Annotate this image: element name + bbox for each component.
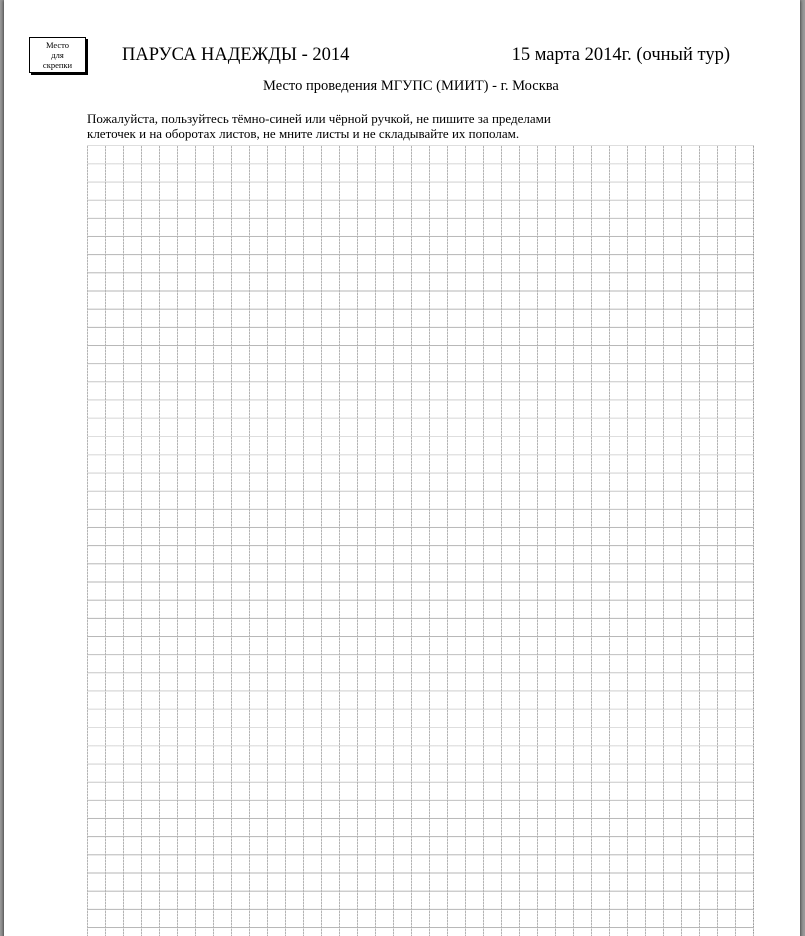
staple-area-label-line1: Место [45, 40, 70, 50]
instructions-text [87, 111, 647, 141]
staple-area-label-line2: для [51, 50, 64, 60]
instructions-line2: клеточек и на оборотах листов, не мните листы и не складывайте их пополам. [87, 126, 520, 141]
venue-line: Место проведения МГУПС (МИИТ) - г. Москва [263, 78, 559, 94]
staple-area-label-line3: скрепки [42, 60, 73, 70]
olympiad-date: 15 марта 2014г. (очный тур) [511, 45, 730, 65]
staple-area-box [29, 37, 86, 73]
olympiad-title: ПАРУСА НАДЕЖДЫ - 2014 [122, 45, 350, 65]
answer-sheet-page [4, 0, 800, 936]
instructions-line1: Пожалуйста, пользуйтесь тёмно-синей или чёрной ручкой, не пишите за пределами [87, 111, 551, 126]
answer-grid[interactable] [87, 145, 754, 936]
